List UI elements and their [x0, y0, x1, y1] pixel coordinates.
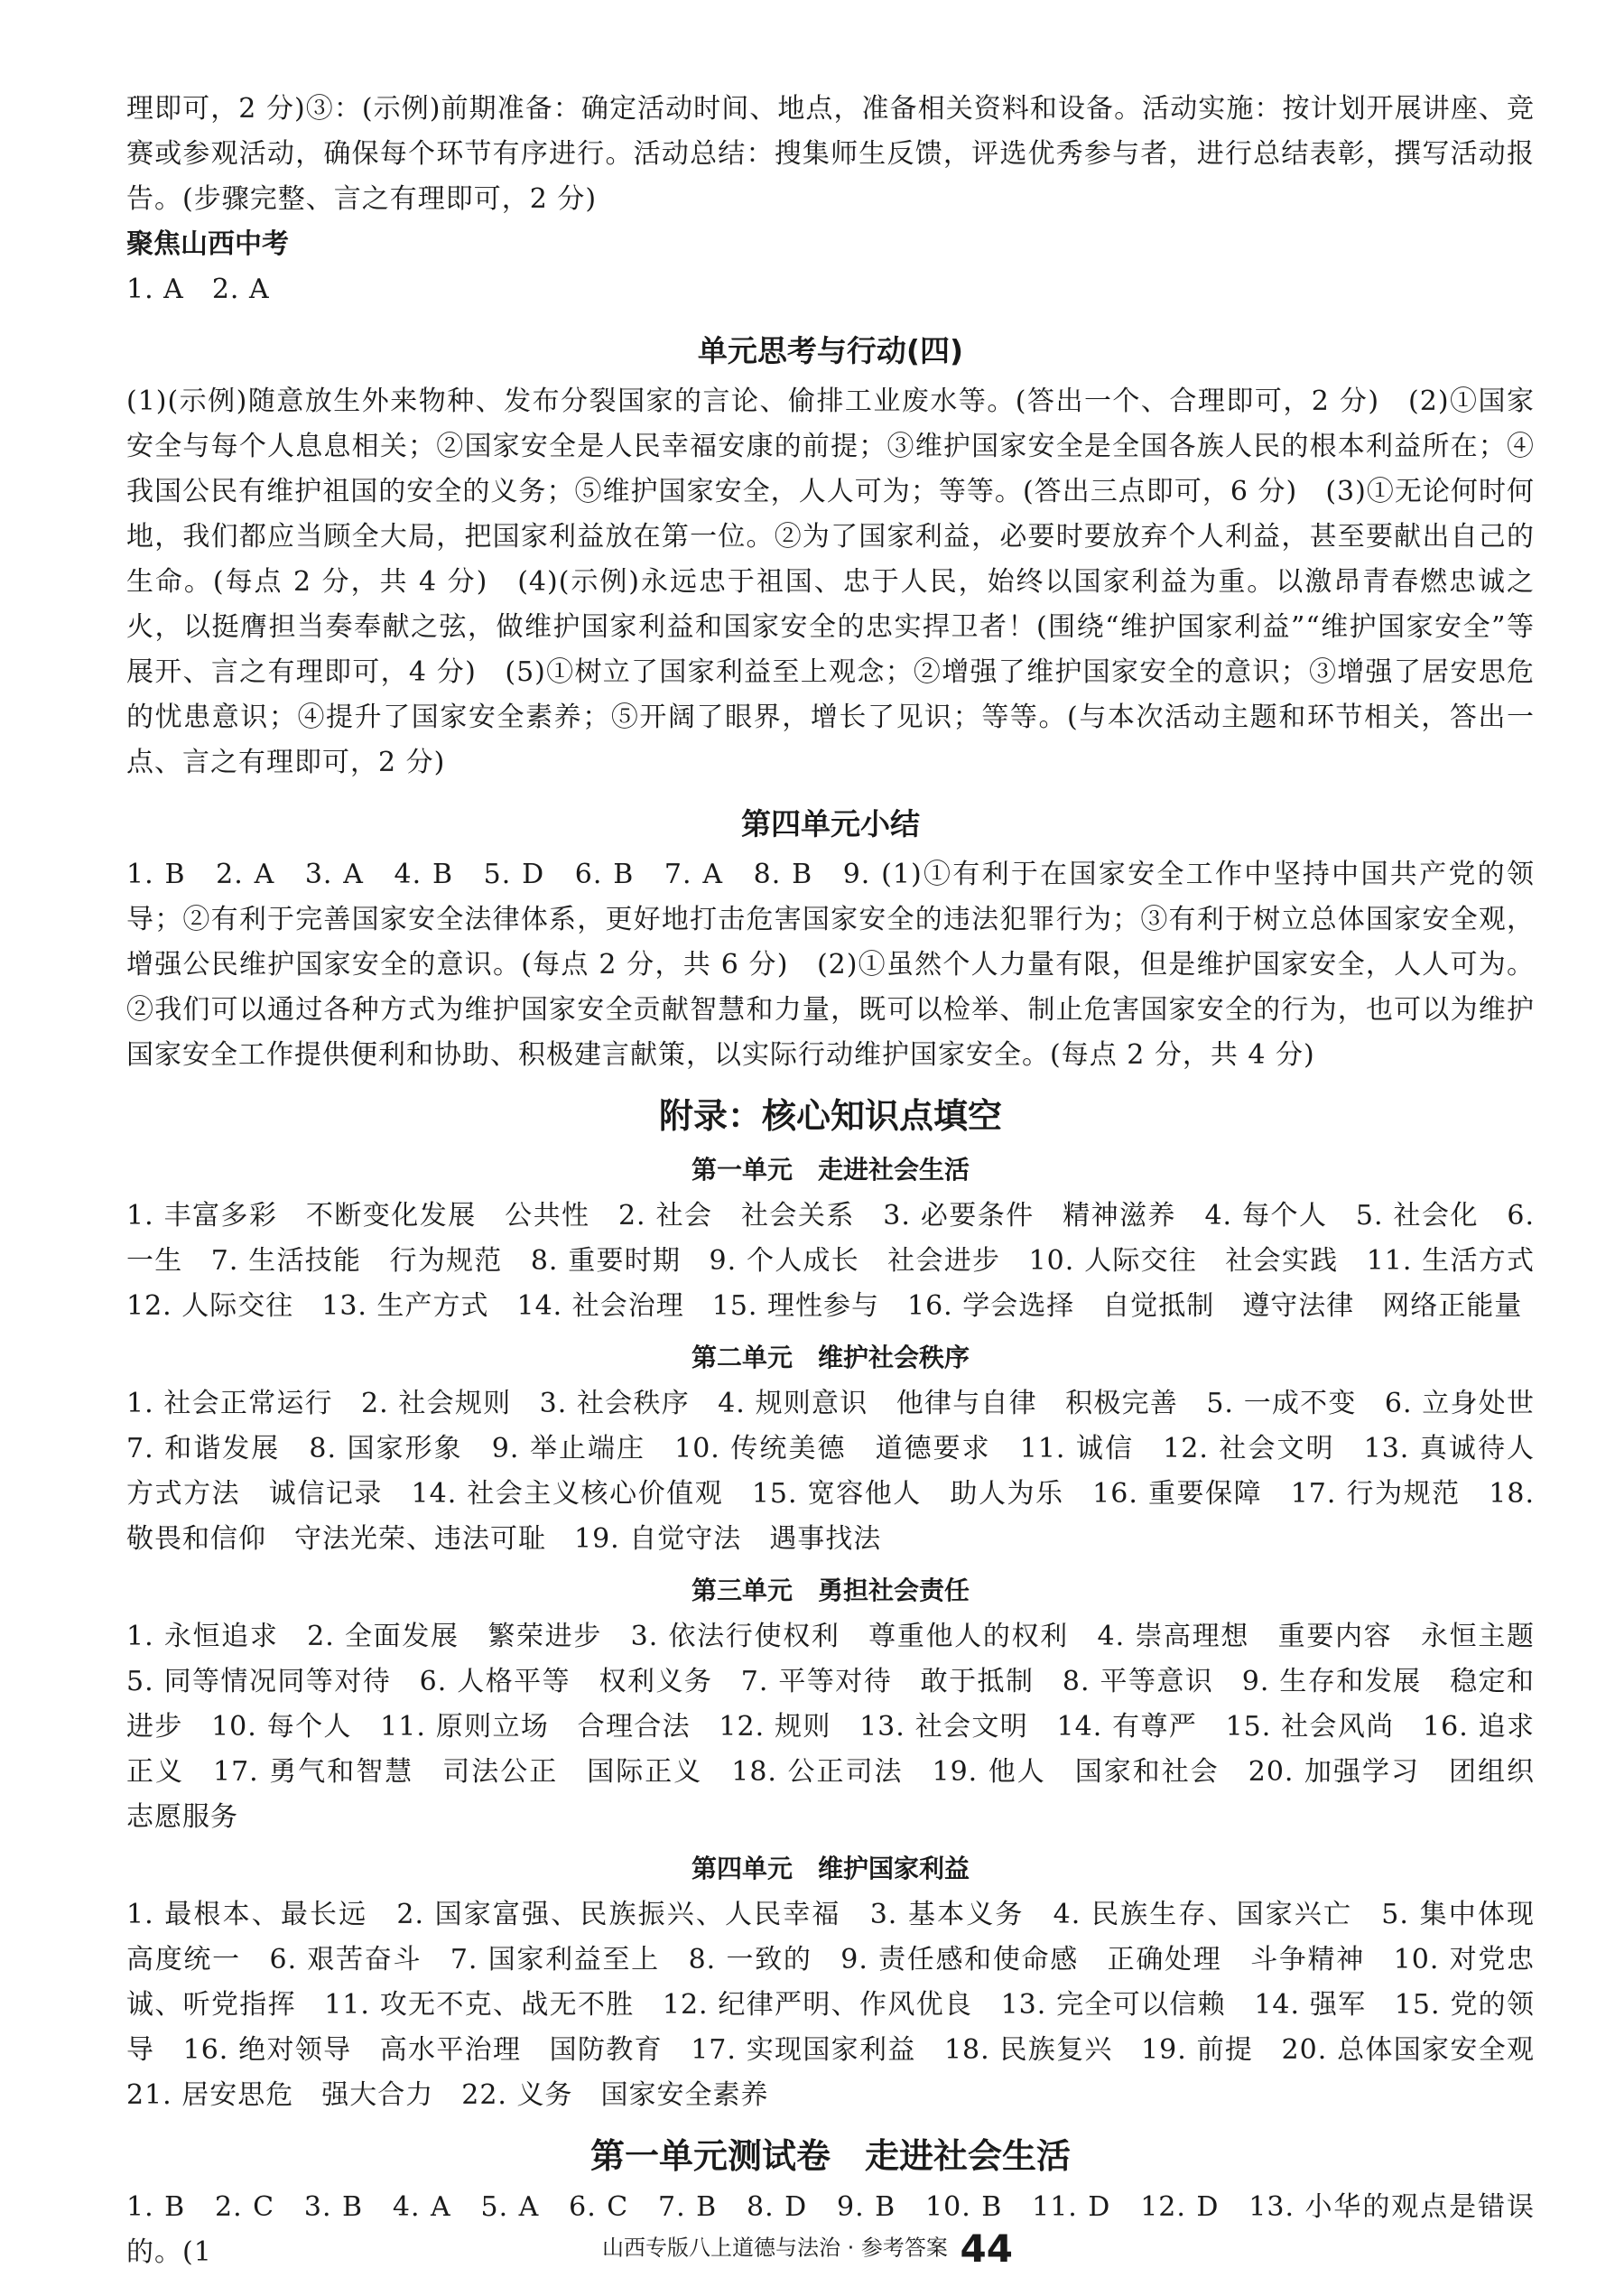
- unit4-think-text: (1)(示例)随意放生外来物种、发布分裂国家的言论、偷排工业废水等。(答出一个、合理即可，2 分) (2)①国家安全与每个人息息相关；②国家安全是人民幸福安康的前提；③维护国家安全是全国各族人民的根本利益所在；④我国公民有维护祖国的安全的义务；⑤维护国家安全，人人可为；等等。(答出三点即可，6 分) (3)①无论何时何地，我们都应当顾全大局，把国家利益放在第一位。②为了国家利益，必要时要放弃个人利益，甚至要献出自己的生命。(每点 2 分，共 4 分) (4)(示例)永远忠于祖国、忠于人民，始终以国家利益为重。以激昂青春燃忠诚之火，以挺膺担当奏奉献之弦，做维护国家利益和国家安全的忠实捍卫者！(围绕“维护国家利益”“维护国家安全”等展开、言之有理即可，4 分) (5)①树立了国家利益至上观念；②增强了维护国家安全的意识；③增强了居安思危的忧患意识；④提升了国家安全素养；⑤开阔了眼界，增长了见识；等等。(与本次活动主题和环节相关，答出一点、言之有理即可，2 分): [126, 386, 1535, 778]
- appendix-unit2-text: 1. 社会正常运行 2. 社会规则 3. 社会秩序 4. 规则意识 他律与自律 积极完善 5. 一成不变 6. 立身处世 7. 和谐发展 8. 国家形象 9. 举止端庄 10. 传统美德 道德要求 11. 诚信 12. 社会文明 13. 真诚待人 方式方法 诚信记录 14. 社会主义核心价值观 15. 宽容他人 助人为乐 16. 重要保障 17. 行为规范 18. 敬畏和信仰 守法光荣、违法可耻 19. 自觉守法 遇事找法: [126, 1388, 1563, 1555]
- appendix-unit2-title: 第二单元 维护社会秩序: [691, 1343, 970, 1372]
- appendix-unit3-title: 第三单元 勇担社会责任: [691, 1576, 970, 1605]
- unit4-think-title: 单元思考与行动(四): [697, 333, 964, 368]
- appendix-unit4-title: 第四单元 维护国家利益: [691, 1854, 970, 1883]
- appendix-title: 附录：核心知识点填空: [658, 1096, 1002, 1136]
- unit1-test-title: 第一单元测试卷 走进社会生活: [589, 2136, 1071, 2176]
- focus-label: 聚焦山西中考: [126, 228, 289, 260]
- appendix-unit1-title: 第一单元 走进社会生活: [691, 1155, 970, 1185]
- page-number: 44: [960, 2226, 1013, 2271]
- intro-paragraph: 理即可，2 分)③：(示例)前期准备：确定活动时间、地点，准备相关资料和设备。活动实施：按计划开展讲座、竞赛或参观活动，确保每个环节有序进行。活动总结：搜集师生反馈，评选优秀参与者，进行总结表彰，撰写活动报告。(步骤完整、言之有理即可，2 分): [126, 93, 1535, 215]
- appendix-unit3-text: 1. 永恒追求 2. 全面发展 繁荣进步 3. 依法行使权利 尊重他人的权利 4. 崇高理想 重要内容 永恒主题 5. 同等情况同等对待 6. 人格平等 权利义务 7. 平等对待 敢于抵制 8. 平等意识 9. 生存和发展 稳定和进步 10. 每个人 11. 原则立场 合理合法 12. 规则 13. 社会文明 14. 有尊严 15. 社会风尚 16. 追求正义 17. 勇气和智慧 司法公正 国际正义 18. 公正司法 19. 他人 国家和社会 20. 加强学习 团组织 志愿服务: [126, 1621, 1563, 1833]
- page-footer: [0, 2226, 1615, 2271]
- focus-answers: 1. A 2. A: [126, 274, 270, 305]
- unit4-summary-title: 第四单元小结: [741, 806, 920, 841]
- appendix-unit4-text: 1. 最根本、最长远 2. 国家富强、民族振兴、人民幸福 3. 基本义务 4. 民族生存、国家兴亡 5. 集中体现 高度统一 6. 艰苦奋斗 7. 国家利益至上 8. 一致的 9. 责任感和使命感 正确处理 斗争精神 10. 对党忠诚、听党指挥 11. 攻无不克、战无不胜 12. 纪律严明、作风优良 13. 完全可以信赖 14. 强军 15. 党的领导 16. 绝对领导 高水平治理 国防教育 17. 实现国家利益 18. 民族复兴 19. 前提 20. 总体国家安全观 21. 居安思危 强大合力 22. 义务 国家安全素养: [126, 1899, 1563, 2111]
- page-content: [126, 87, 1563, 2275]
- appendix-unit1-text: 1. 丰富多彩 不断变化发展 公共性 2. 社会 社会关系 3. 必要条件 精神滋养 4. 每个人 5. 社会化 6. 一生 7. 生活技能 行为规范 8. 重要时期 9. 个人成长 社会进步 10. 人际交往 社会实践 11. 生活方式 12. 人际交往 13. 生产方式 14. 社会治理 15. 理性参与 16. 学会选择 自觉抵制 遵守法律 网络正能量: [126, 1200, 1563, 1322]
- footer-label: 山西专版八上道德与法治 · 参考答案: [602, 2235, 948, 2261]
- unit4-summary-text: 1. B 2. A 3. A 4. B 5. D 6. B 7. A 8. B 9. (1)①有利于在国家安全工作中坚持中国共产党的领导；②有利于完善国家安全法律体系，更好地打击危害国家安全的违法犯罪行为；③有利于树立总体国家安全观，增强公民维护国家安全的意识。(每点 2 分，共 6 分) (2)①虽然个人力量有限，但是维护国家安全，人人可为。②我们可以通过各种方式为维护国家安全贡献智慧和力量，既可以检举、制止危害国家安全的行为，也可以为维护国家安全工作提供便利和协助、积极建言献策，以实际行动维护国家安全。(每点 2 分，共 4 分): [126, 859, 1535, 1071]
- unit1-test-text: 1. B 2. C 3. B 4. A 5. A 6. C 7. B 8. D 9. B 10. B 11. D 12. D 13. 小华的观点是错误的。(1: [126, 2191, 1535, 2268]
